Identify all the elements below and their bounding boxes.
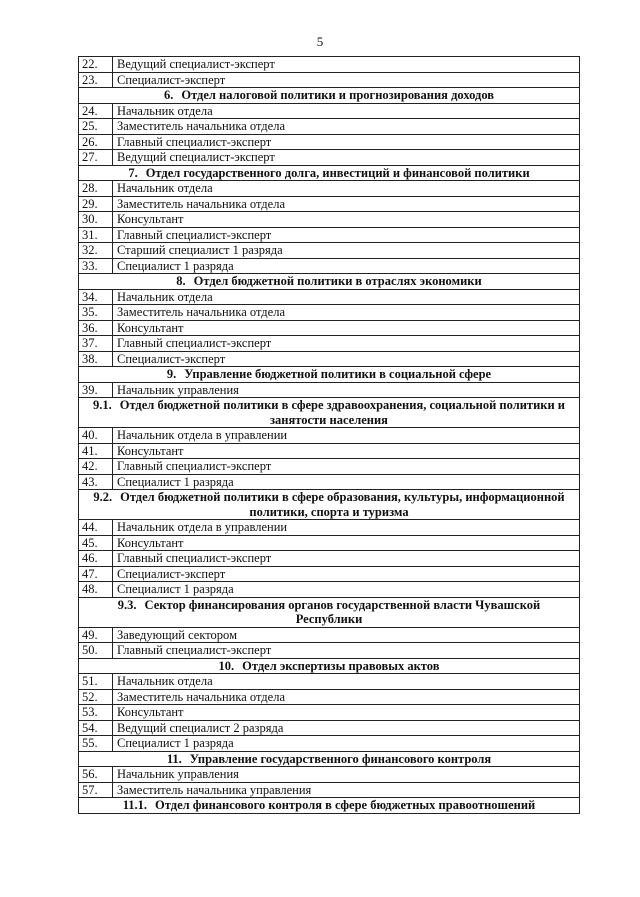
table-row (79, 336, 580, 352)
row-number: 39. (79, 382, 113, 398)
position-title: Начальник отдела (113, 103, 580, 119)
section-title (79, 165, 580, 181)
section-code: 6. (163, 88, 174, 102)
table-row (79, 305, 580, 321)
row-number: 37. (79, 336, 113, 352)
position-title: Начальник управления (113, 382, 580, 398)
row-number: 33. (79, 258, 113, 274)
staff-table (78, 56, 580, 814)
table-row (79, 320, 580, 336)
section-text: Отдел бюджетной политики в отраслях экономики (193, 274, 482, 288)
table-row (79, 705, 580, 721)
table-row (79, 782, 580, 798)
table-row (79, 134, 580, 150)
row-number: 57. (79, 782, 113, 798)
section-header-row (79, 798, 580, 814)
row-number: 54. (79, 720, 113, 736)
row-number: 50. (79, 643, 113, 659)
table-row (79, 119, 580, 135)
section-header-row (79, 367, 580, 383)
table-row (79, 674, 580, 690)
position-title: Специалист-эксперт (113, 566, 580, 582)
table-row (79, 351, 580, 367)
section-code: 9.2. (93, 490, 113, 504)
row-number: 47. (79, 566, 113, 582)
position-title: Начальник отдела в управлении (113, 428, 580, 444)
row-number: 49. (79, 627, 113, 643)
row-number: 25. (79, 119, 113, 135)
staff-table-body (79, 57, 580, 814)
table-row (79, 520, 580, 536)
position-title: Главный специалист-эксперт (113, 134, 580, 150)
row-number: 34. (79, 289, 113, 305)
row-number: 24. (79, 103, 113, 119)
position-title: Заместитель начальника отдела (113, 305, 580, 321)
section-header-row (79, 398, 580, 428)
section-code: 11. (166, 751, 182, 766)
section-text: Отдел бюджетной политики в сфере здравоохранения, социальной политики и занятости населения (119, 398, 566, 427)
table-row (79, 72, 580, 88)
table-row (79, 551, 580, 567)
table-row (79, 474, 580, 490)
position-title: Специалист-эксперт (113, 351, 580, 367)
table-row (79, 227, 580, 243)
position-title: Главный специалист-эксперт (113, 459, 580, 475)
table-row (79, 103, 580, 119)
row-number: 31. (79, 227, 113, 243)
table-row (79, 566, 580, 582)
row-number: 30. (79, 212, 113, 228)
table-row (79, 736, 580, 752)
table-row (79, 689, 580, 705)
table-row (79, 212, 580, 228)
section-header-row (79, 88, 580, 104)
section-text: Управление бюджетной политики в социальной сфере (184, 367, 492, 381)
section-text: Отдел государственного долга, инвестиций и финансовой политики (145, 165, 530, 180)
table-row (79, 627, 580, 643)
section-code: 9.3. (117, 597, 137, 612)
position-title: Специалист-эксперт (113, 72, 580, 88)
row-number: 56. (79, 767, 113, 783)
row-number: 29. (79, 196, 113, 212)
position-title: Заместитель начальника управления (113, 782, 580, 798)
position-title: Специалист 1 разряда (113, 474, 580, 490)
section-title (79, 398, 580, 428)
row-number: 32. (79, 243, 113, 259)
section-header-row (79, 490, 580, 520)
position-title: Специалист 1 разряда (113, 258, 580, 274)
row-number: 22. (79, 57, 113, 73)
section-title (79, 798, 580, 814)
section-code: 7. (128, 165, 138, 180)
position-title: Заместитель начальника отдела (113, 196, 580, 212)
page-number: 5 (316, 34, 324, 49)
section-text: Сектор финансирования органов государственной власти Чувашской Республики (144, 597, 541, 626)
table-row (79, 443, 580, 459)
row-number: 52. (79, 689, 113, 705)
section-code: 9.1. (92, 398, 112, 412)
position-title: Начальник отдела (113, 674, 580, 690)
section-code: 11.1. (122, 798, 148, 812)
section-title (79, 88, 580, 104)
row-number: 38. (79, 351, 113, 367)
table-row (79, 535, 580, 551)
position-title: Начальник управления (113, 767, 580, 783)
row-number: 44. (79, 520, 113, 536)
section-title (79, 597, 580, 627)
row-number: 46. (79, 551, 113, 567)
position-title: Заведующий сектором (113, 627, 580, 643)
section-code: 10. (218, 658, 235, 673)
position-title: Ведущий специалист-эксперт (113, 150, 580, 166)
position-title: Начальник отдела (113, 181, 580, 197)
table-row (79, 150, 580, 166)
position-title: Начальник отдела в управлении (113, 520, 580, 536)
position-title: Начальник отдела (113, 289, 580, 305)
table-row (79, 57, 580, 73)
section-text: Отдел налоговой политики и прогнозирования доходов (181, 88, 495, 102)
position-title: Главный специалист-эксперт (113, 643, 580, 659)
row-number: 41. (79, 443, 113, 459)
row-number: 23. (79, 72, 113, 88)
table-row (79, 181, 580, 197)
section-text: Отдел экспертизы правовых актов (242, 658, 440, 673)
section-header-row (79, 165, 580, 181)
position-title: Консультант (113, 212, 580, 228)
row-number: 27. (79, 150, 113, 166)
position-title: Консультант (113, 320, 580, 336)
position-title: Заместитель начальника отдела (113, 689, 580, 705)
row-number: 26. (79, 134, 113, 150)
table-row (79, 767, 580, 783)
row-number: 40. (79, 428, 113, 444)
position-title: Главный специалист-эксперт (113, 336, 580, 352)
table-row (79, 459, 580, 475)
table-row (79, 428, 580, 444)
position-title: Консультант (113, 443, 580, 459)
position-title: Консультант (113, 535, 580, 551)
row-number: 53. (79, 705, 113, 721)
position-title: Консультант (113, 705, 580, 721)
position-title: Главный специалист-эксперт (113, 551, 580, 567)
position-title: Специалист 1 разряда (113, 582, 580, 598)
row-number: 28. (79, 181, 113, 197)
section-text: Отдел финансового контроля в сфере бюджетных правоотношений (155, 798, 536, 812)
row-number: 42. (79, 459, 113, 475)
section-code: 8. (176, 274, 186, 288)
table-row (79, 258, 580, 274)
position-title: Главный специалист-эксперт (113, 227, 580, 243)
row-number: 36. (79, 320, 113, 336)
section-code: 9. (166, 367, 177, 381)
section-header-row (79, 274, 580, 290)
position-title: Ведущий специалист 2 разряда (113, 720, 580, 736)
table-row (79, 582, 580, 598)
table-row (79, 643, 580, 659)
table-row (79, 196, 580, 212)
section-text: Отдел бюджетной политики в сфере образования, культуры, информационной политики, спорта и туризма (120, 490, 565, 519)
table-row (79, 382, 580, 398)
section-header-row (79, 751, 580, 767)
table-row (79, 243, 580, 259)
position-title: Специалист 1 разряда (113, 736, 580, 752)
table-row (79, 289, 580, 305)
section-header-row (79, 597, 580, 627)
row-number: 35. (79, 305, 113, 321)
row-number: 55. (79, 736, 113, 752)
section-header-row (79, 658, 580, 674)
table-row (79, 720, 580, 736)
section-title (79, 490, 580, 520)
position-title: Старший специалист 1 разряда (113, 243, 580, 259)
row-number: 51. (79, 674, 113, 690)
section-title (79, 658, 580, 674)
row-number: 43. (79, 474, 113, 490)
section-title (79, 751, 580, 767)
row-number: 48. (79, 582, 113, 598)
section-text: Управление государственного финансового контроля (189, 751, 492, 766)
section-title (79, 274, 580, 290)
row-number: 45. (79, 535, 113, 551)
section-title (79, 367, 580, 383)
position-title: Ведущий специалист-эксперт (113, 57, 580, 73)
position-title: Заместитель начальника отдела (113, 119, 580, 135)
